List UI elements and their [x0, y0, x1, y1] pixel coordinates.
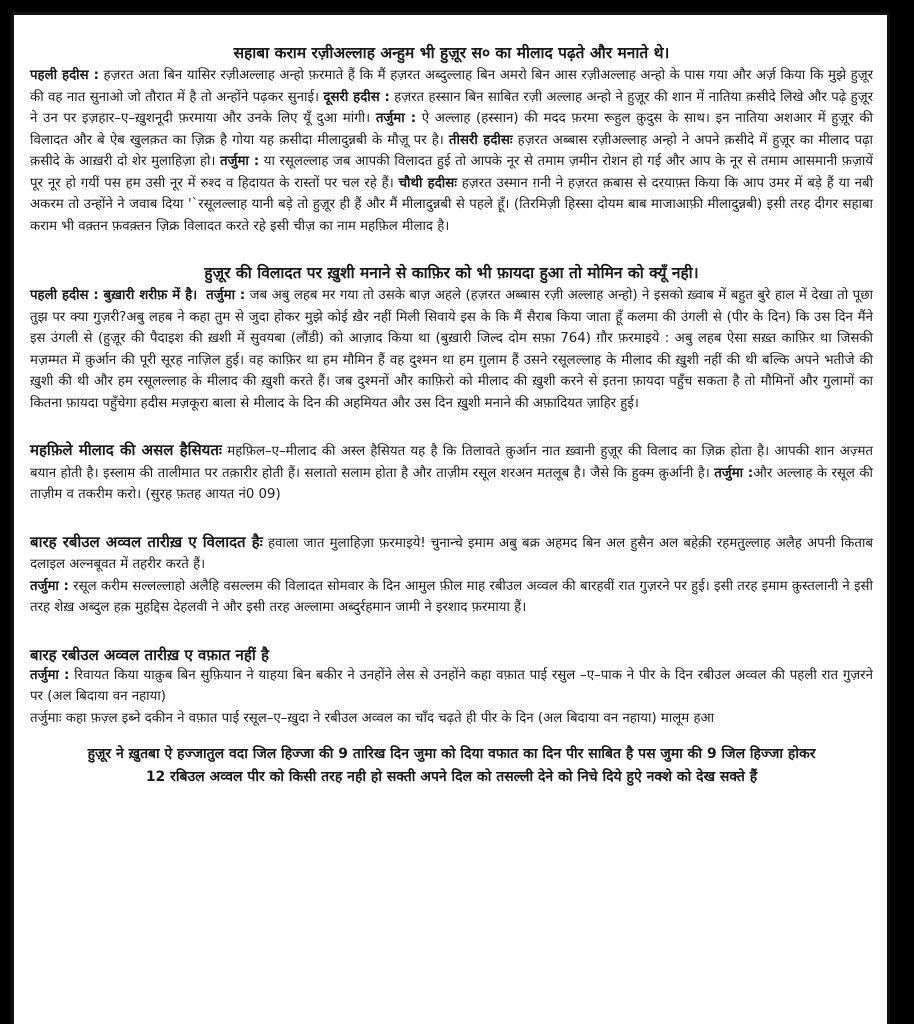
label-translation: तर्जुमा : [220, 154, 260, 169]
section-3-text-2: और अल्लाह के रसूल की ताज़ीम व तकरीम करो। (सुरह फ़तह आयत नं0 09) [30, 465, 874, 502]
label-second-hadith: दूसरी हदीस : [323, 89, 390, 105]
section-4-heading: बारह रबीउल अव्वल तारीख़ ए विलादत हैः [30, 532, 263, 551]
label-translation: तर्जुमा : [30, 667, 70, 683]
label-fourth-hadith: चौथी हदीसः [398, 175, 457, 191]
label-third-hadith: तीसरी हदीसः [448, 132, 513, 148]
section-2-body [30, 285, 873, 414]
section-1-text-1: हज़रत अता बिन यासिर रज़ीअल्लाह अन्हो फ़रमाते हैं कि मैं हज़रत अब्दुल्लाह बिन अमरो बिन आस रज़ीअल्लाह अन्हो के पास गया और अर्ज़ किया कि मुझे हुज़ूर की वह नात सुनाओ जो तौरात में है तो अन्होंने पढ़कर सुनाई। [30, 68, 874, 105]
footer-line-1: हुज़ूर ने ख़ुतबा ऐ हज्जातुल वदा जिल हिज्जा की 9 तारिख दिन जुमा को दिया वफात का दिन पीर साबित है पस जुमा की 9 जिल हिज्जा होकर [87, 746, 816, 762]
section-4-translation [30, 576, 873, 619]
footer-note [30, 743, 873, 789]
section-4-text-1: हवाला जात मुलाहिज़ा फ़रमाइये! चुनान्चे इमाम अबु बक्र अहमद बिन अल हुसैन अल बहेक़ी रहमतुल्लाह अलैह अपनी किताब दलाइल अल्नबूवत में तहरीर करते हैं। [30, 535, 874, 572]
section-5-text-2: तर्जुमाः कहा फ़ज़्ल इब्ने दकीन ने वफ़ात पाई रसूल–ए–ख़ुदा ने रबीउल अव्वल का चाँद चढ़ते ही पीर के दिन (अल बिदाया वन नहाया) मालूम हआ [30, 710, 715, 726]
section-3-heading: महफ़िले मीलाद की असल हैसियतः [30, 441, 222, 459]
label-translation: तर्जुमा : [375, 111, 417, 126]
label-translation: तर्जुमा : [30, 578, 69, 594]
label-first-hadith-bukhari: पहली हदीस : बुख़ारी शरीफ़ में है। [30, 288, 198, 303]
section-3-body [30, 440, 873, 506]
section-4-body [30, 532, 873, 576]
section-5-text-1: रिवायत किया याक़ुब बिन सुफ़ियान ने याहया बिन बकीर ने उनहोंने लेस से उनहोंने कहा वफ़ात पाई रसुल –ए–पाक ने पीर के दिन रबीउल अव्वल की पहली रात गुज़रने पर (अल बिदाया वन नहाया) [30, 667, 873, 704]
section-1-body [30, 65, 873, 237]
section-1-text-3: ऐ अल्लाह (हस्सान) की मदद फ़रमा रूहुल क़ुदुस के साथ। इन नातिया अशआर में हुज़ूर की विलादत और बे ऐब खुलक़त का ज़िक्र है गोया यह क़सीदा मीलादुन्नबी के मौज़ू पर है। [30, 111, 873, 148]
section-5-body [30, 665, 873, 708]
section-4-text-2: रसूल करीम सल्लल्लाहो अलैहि वसल्लम की विलादत सोमवार के दिन आमुल फ़ील माह रबीउल अव्वल की बारहवीं रात गुज़रने पर हुई। इसी तरह इमाम क़ुस्तलानी ने इसी तरह शेख़ अब्दुल हक़ मुहद्दिस देहलवी ने और इसी तरह अल्लामा अब्दुर्रहमान जामी ने इरशाद फ़रमाया हैं। [30, 578, 873, 615]
label-translation: तर्जुमा : [206, 288, 246, 303]
label-translation: तर्जुमा : [714, 465, 754, 481]
document-page [11, 12, 890, 1024]
section-5-heading: बारह रबीउल अव्वल तारीख़ ए वफ़ात नहीं है [30, 645, 269, 664]
section-2-text: जब अबु लहब मर गया तो उसके बाज़ अहले (हज़रत अब्बास रज़ी अल्लाह अन्हो) ने इसको ख़्वाब में बहुत बुरे हाल में देखा तो पूछा तुझ पर क्या गुज़री?अबु लहब ने कहा तुम से जुदा होकर मुझे कोई ख़ैर नहीं मिली सिवाये इस के कि मैं सैराब किया जाता हूँ कलमा की उंगली से (पीर के दिन) कि उस दिन मैंने इस उंगली से (हुज़ूर की पैदाइश की ख़शी में सुवयबा (लौंडी) को आज़ाद किया था (बुख़ारी जिल्द दोम सफ़ा 764) ग़ौर फ़रमाइये : अबु लहब ऐसा सख़्त काफ़िर था जिसकी मज़म्मत में क़ुर्आन की पूरी सूरह नाज़िल हुई। वह काफ़िर था हम मौमिन हैं वह दुश्मन था हम ग़ुलाम हैं उसने रसूलल्लाह के मीलाद की ख़ुशी नहीं की थी बल्कि अपने भतीजे की ख़ुशी की थी और हम रसूलल्लाह के मीलाद की ख़ुशी करते हैं। जब दुश्मनों और काफ़िरो को मीलाद की ख़ुशी करने से इतना फ़ायदा पहुँच सकता है तो मौमिनों और गुलामों का कितना फ़ायदा पहुँचेगा हदीस मज़कूरा बाला से मीलाद के दिन की अहमियत और उस दिन ख़ुशी मनाने की अफ़ादियत ज़ाहिर हुई। [30, 288, 873, 411]
section-1-text-2: हज़रत हस्सान बिन साबित रज़ी अल्लाह अन्हो ने हुज़ूर की शान में नातिया क़सीदे लिखे और पढ़े हुज़ूर ने उन पर इज़हार–ए–ख़ुशनूदी फ़रमाया और उनके लिए यूँ दुआ मांगी। [30, 89, 874, 126]
section-1-text-4: हज़रत अब्बास रज़ीअल्लाह अन्हो ने अपने क़सीदे में हुज़ूर का मीलाद पढ़ा क़सीदे के आख़री दो शेर मुलाहिज़ा हो। [30, 132, 873, 169]
section-1-text-5: या रसूलल्लाह जब आपकी विलादत हुई तो आपके नूर से तमाम ज़मीन रोशन हो गई और आप के नूर से तमाम आसमानी फ़ज़ायें पूर नूर हो गयीं पस हम उसी नूर में रुश्द व हिदायत के रास्तों पर चल रहे हैं। [30, 154, 873, 191]
label-first-hadith: पहली हदीस : [30, 68, 99, 83]
section-1-heading: सहाबा कराम रज़ीअल्लाह अन्हुम भी हुज़ूर स० का मीलाद पढ़ते और मनाते थे। [233, 44, 670, 62]
section-3-text-1: महफ़िल–ए–मीलाद की अस्ल हैसियत यह है कि तिलावते क़ुर्आन नात ख़्वानी हुज़ूर की विलाद का ज़िक्र होता है। आपकी शान अज़्मत बयान होती है। इस्लाम की तालीमात पर तक़ारीर होती हैं। सलातो सलाम होता है और ताज़ीम रसूल शरअन मतलूब है। जैसे कि हुक्म क़ुर्आनी है। [30, 444, 874, 481]
section-1-text-6: हज़रत उस्मान ग़नी ने हज़रत क़बास से दरयाफ़्त किया कि आप उमर में बड़े हैं या नबी अकरम तो उन्होंने ने जवाब दिया '`रसूलल्लाह यानी बड़े तो हुज़ूर ही हैं और मैं मीलादुन्नबी से पहले हूँ। (तिरमिज़ी हिस्सा दोयम बाब माजाआफ़ी मीलादुन्नबी) इसी तरह दीगर सहाबा कराम भी वक़्तन फ़वक़्तन ज़िक्र विलादत करते रहे इसी चीज़ का नाम महफ़िल मीलाद है। [30, 175, 874, 234]
footer-line-2: 12 रबिउल अव्वल पीर को किसी तरह नही हो सक्ती अपने दिल को तसल्ली देने को निचे दिये हुऐ नक्शे को देख सक्ते हैं [145, 769, 758, 785]
section-2-heading: हुज़ूर की विलादत पर ख़ुशी मनाने से काफ़िर को भी फ़ायदा हुआ तो मोमिन को क्यूँ नही। [204, 264, 699, 282]
